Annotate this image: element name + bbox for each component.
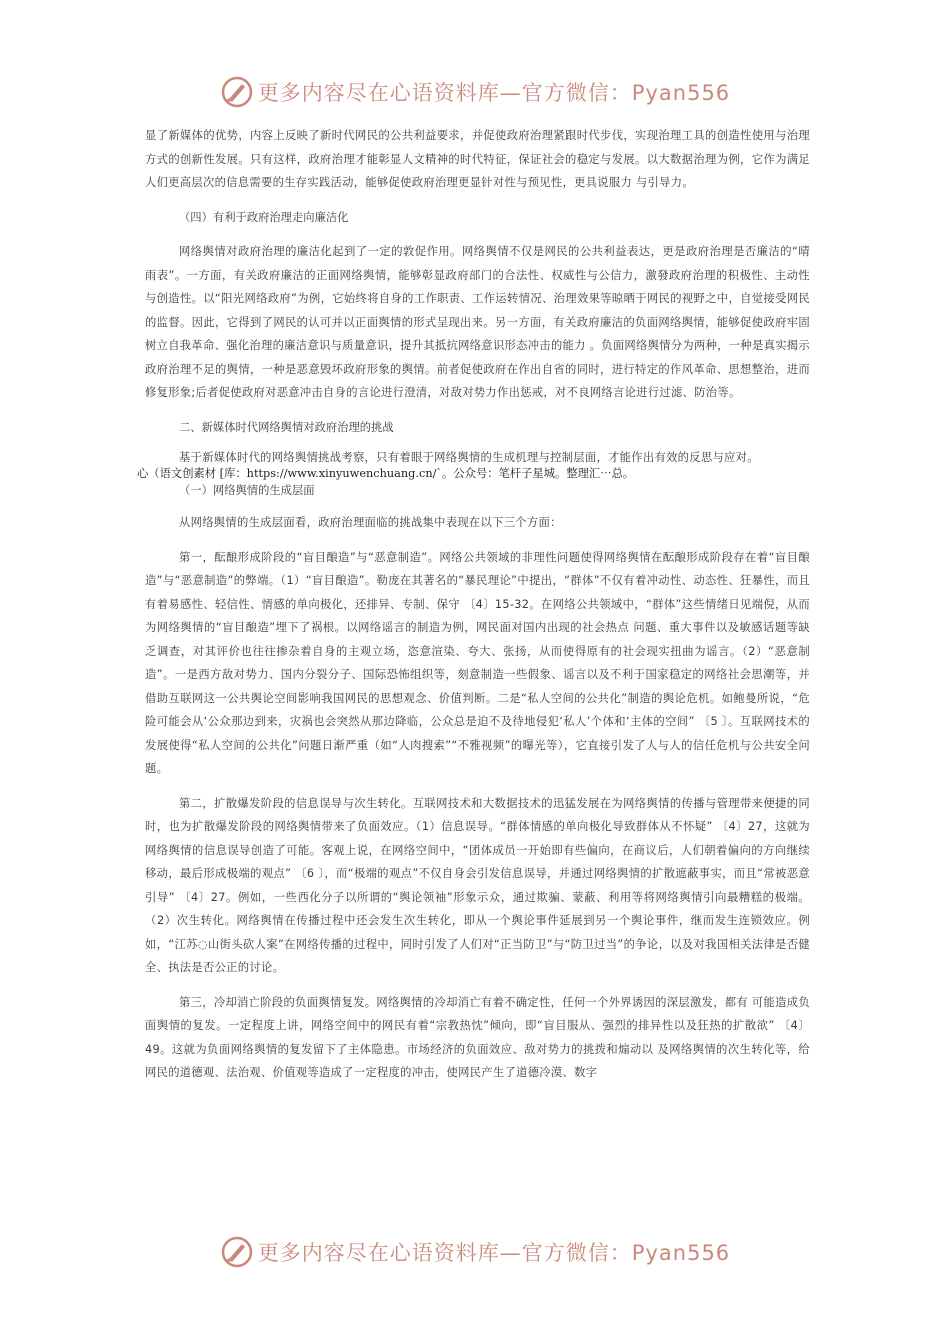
section-heading: 二、新媒体时代网络舆情对政府治理的挑战 (179, 420, 394, 434)
paragraph: 第二，扩散爆发阶段的信息误导与次生转化。互联网技术和大数据技术的迅猛发展在为网络舆情的传播与管理带来便捷的同时，也为扩散爆发阶段的网络舆情带来了负面效应。（1）信息误导。“群体情感的单向极化导致群体从不怀疑” 〔4〕27，这就为网络舆情的信息误导创造了可能。客观上说，在网络空间中，“团体成员一开始即有些偏向，在商议后，人们朝着偏向的方向继续移动，最后形成极端的观点” 〔6 〕，而“极端的观点”不仅自身会引发信息误导，并通过网络舆情的扩散遮蔽事实，而且“常被恶意引导” 〔4〕27。例如，一些西化分子以所谓的“舆论领袖”形象示众，通过欺骗、蒙蔽、利用等将网络舆情引向最糟糕的极端。（2）次生转化。网络舆情在传播过程中还会发生次生转化，即从一个舆论事件延展到另一个舆论事件，继而发生连锁效应。例如，“江苏◌山街头砍人案”在网络传播的过程中，同时引发了人们对“正当防卫”与“防卫过当”的争论，以及对我国相关法律是否健全、执法是否公正的讨论。 (145, 796, 810, 974)
footer-banner (0, 1232, 950, 1272)
header-banner (0, 72, 950, 112)
document-body (137, 124, 810, 1085)
section-heading: （四）有利于政府治理走向廉洁化 (179, 210, 349, 224)
section-heading: （一）网络舆情的生成层面 (179, 484, 315, 497)
source-watermark-line: 心（语文创素材 [库：https://www.xinyuwenchuang.cn/`。公众号：笔杆子星城。整理汇⋯总。 (137, 467, 635, 480)
banner-text: 更多内容尽在心语资料库—官方微信：Pyan556 (257, 1241, 731, 1265)
paragraph: 从网络舆情的生成层面看，政府治理面临的挑战集中表现在以下三个方面： (179, 516, 562, 529)
paragraph: 第三，冷却消亡阶段的负面舆情复发。网络舆情的冷却消亡有着不确定性，任何一个外界诱因的深层激发，都有 可能造成负面舆情的复发。一定程度上讲，网络空间中的网民有着“宗教热忱”倾向，即“盲目服从、强烈的排异性以及狂热的扩散欲” 〔4〕49。这就为负面网络舆情的复发留下了主体隐患。市场经济的负面效应、敌对势力的挑拨和煽动以 及网络舆情的次生转化等，给网民的道德观、法治观、价值观等造成了一定程度的冲击，使网民产生了道德冷漠、数字 (145, 995, 810, 1079)
pen-logo-icon (220, 1235, 254, 1269)
banner-text: 更多内容尽在心语资料库—官方微信：Pyan556 (257, 81, 731, 105)
pen-logo-icon (220, 75, 254, 109)
paragraph: 第一，酝酿形成阶段的“盲目酿造”与“恶意制造”。网络公共领域的非理性问题使得网络舆情在酝酿形成阶段存在着“盲目酿造”与“恶意制造”的弊端。（1）“盲目酿造”。勒庞在其著名的“暴民理论”中提出，“群体”不仅有着冲动性、动态性、狂暴性，而且有着易感性、轻信性、情感的单向极化，还排异、专制、保守 〔4〕15-32。在网络公共领域中，“群体”这些情绪日见端倪，从而为网络舆情的“盲目酿造”埋下了祸根。以网络谣言的制造为例，网民面对国内出现的社会热点 问题、重大事件以及敏感话题等缺乏调查，对其评价也往往掺杂着自身的主观立场，恣意渲染、夸大、张扬，从而使得原有的社会现实扭曲为谣言。（2）“恶意制造”。一是西方敌对势力、国内分裂分子、国际恐怖组织等，刻意制造一些假象、谣言以及不利于国家稳定的网络社会思潮等，并借助互联网这一公共舆论空间影响我国网民的思想观念、价值判断。二是“私人空间的公共化”制造的舆论危机。如鲍曼所说，“危险可能会从‘公众那边到来，灾祸也会突然从那边降临，公众总是迫不及待地侵犯‘私人’个体和‘主体的空间” 〔5 〕。互联网技术的发展使得“私人空间的公共化”问题日渐严重（如“人肉搜索”“不雅视频”的曝光等），它直接引发了人与人的信任危机与公共安全问题。 (145, 550, 810, 775)
paragraph: 基于新媒体时代的网络舆情挑战考察，只有着眼于网络舆情的生成机理与控制层面，才能作出有效的反思与应对。 (179, 451, 759, 464)
paragraph: 显了新媒体的优势，内容上反映了新时代网民的公共利益要求，并促使政府治理紧跟时代步伐，实现治理工具的创造性使用与治理方式的创新性发展。只有这样，政府治理才能彰显人文精神的时代特征，保证社会的稳定与发展。以大数据治理为例，它作为满足人们更高层次的信息需要的生存实践活动，能够促使政府治理更显针对性与预见性，更具说服力 与引导力。 (145, 129, 810, 189)
paragraph: 网络舆情对政府治理的廉洁化起到了一定的敦促作用。网络舆情不仅是网民的公共利益表达，更是政府治理是否廉洁的“晴雨表”。一方面，有关政府廉洁的正面网络舆情，能够彰显政府部门的合法性、权威性与公信力，激發政府治理的积极性、主动性与创造性。以“阳光网络政府”为例，它始终将自身的工作职责、工作运转情况、治理效果等晾晒于网民的视野之中，自觉接受网民的监督。因此，它得到了网民的认可并以正面舆情的形式呈现出来。另一方面，有关政府廉洁的负面网络舆情，能够促使政府牢固树立自我革命、强化治理的廉洁意识与质量意识，提升其抵抗网络意识形态冲击的能力 。负面网络舆情分为两种，一种是真实揭示政府治理不足的舆情，一种是恶意毁坏政府形象的舆情。前者促使政府在作出自省的同时，进行特定的作风革命、思想整治，进而修复形象;后者促使政府对恶意冲击自身的言论进行澄清，对敌对势力作出惩戒，对不良网络言论进行过滤、防治等。 (145, 245, 810, 399)
